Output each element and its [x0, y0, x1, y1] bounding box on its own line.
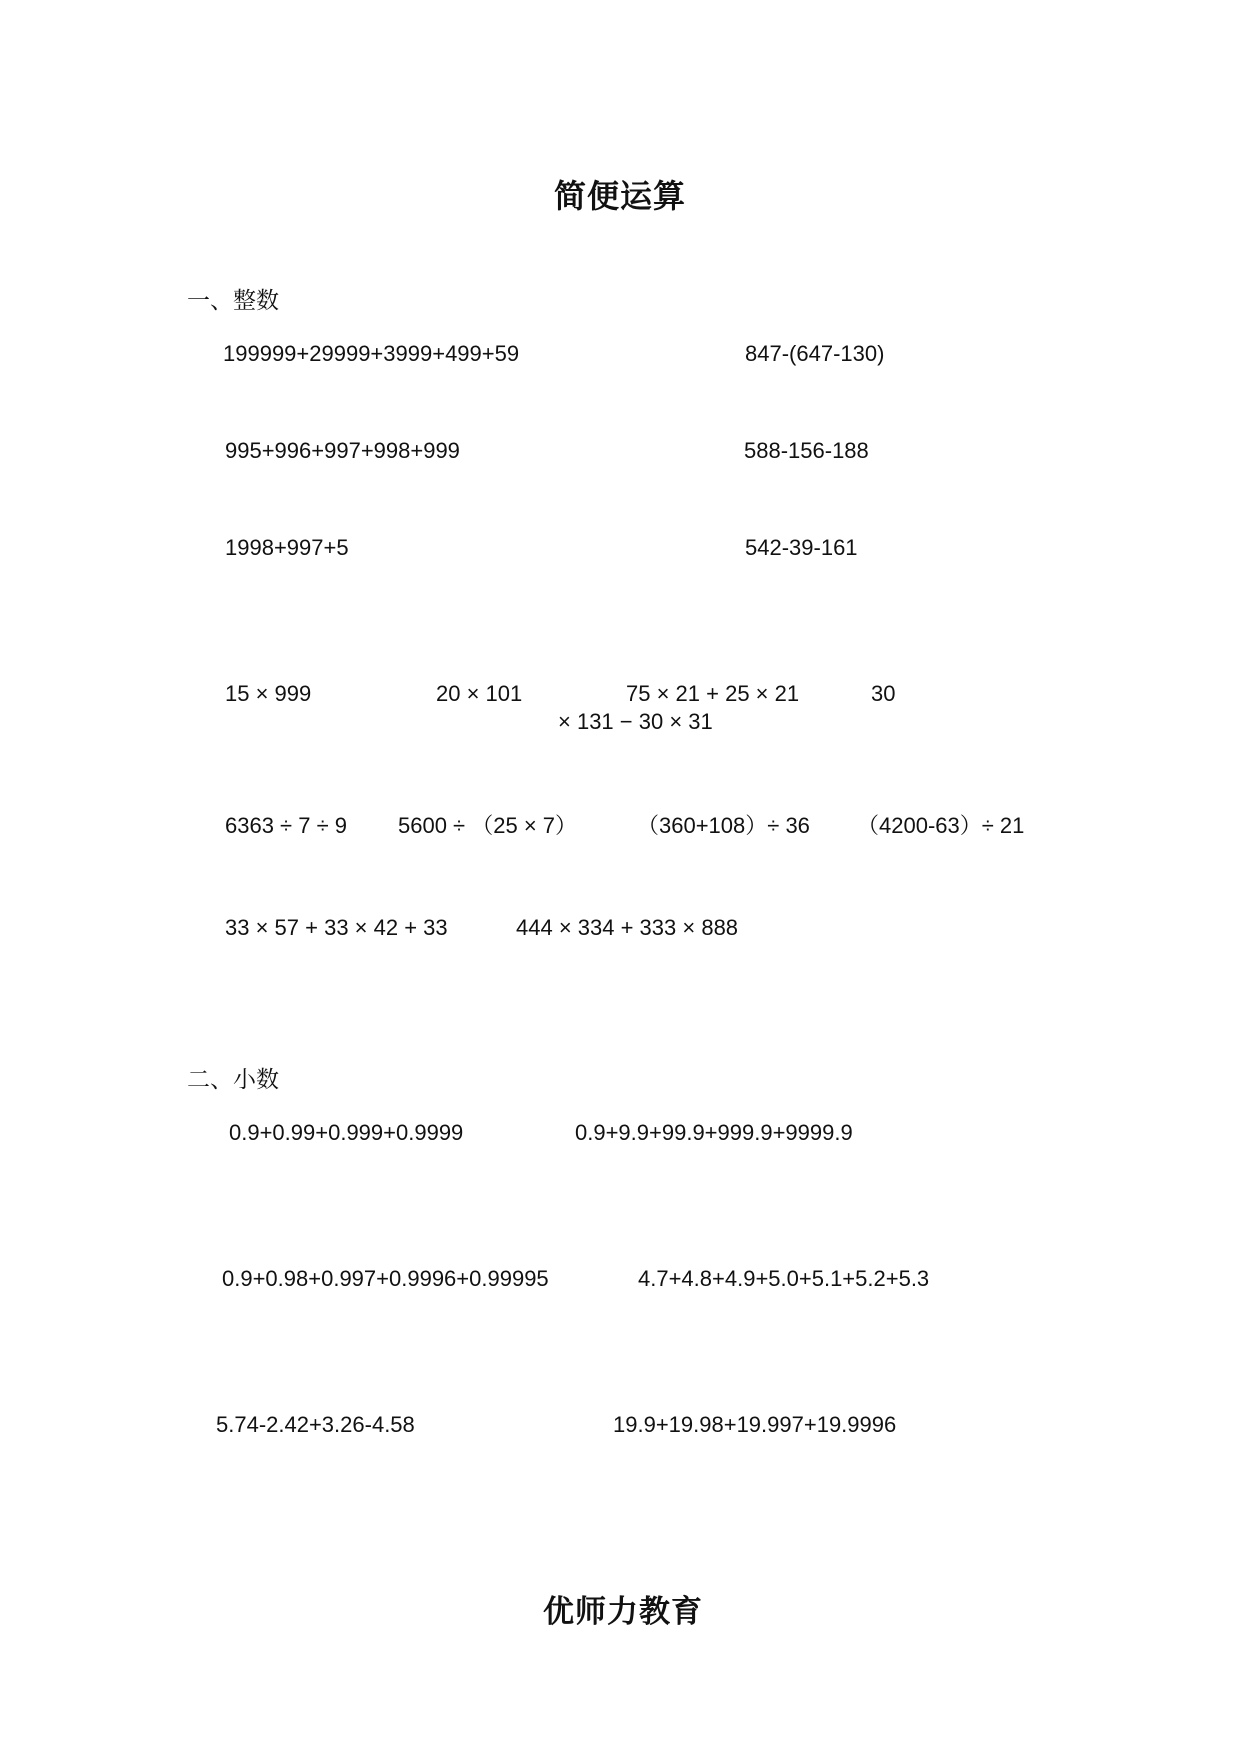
problem-1-11: 6363 ÷ 7 ÷ 9 [225, 813, 348, 838]
problem-1-2: 847-(647-130) [745, 341, 885, 366]
problem-1-5: 1998+997+5 [225, 535, 349, 560]
problem-1-7: 15 × 999 [225, 681, 312, 706]
page-title: 简便运算 [554, 177, 687, 215]
problem-1-10b: × 131 − 30 × 31 [558, 709, 713, 734]
problem-2-6: 19.9+19.98+19.997+19.9996 [613, 1412, 897, 1437]
problem-1-4: 588-156-188 [744, 438, 869, 463]
problem-1-3: 995+996+997+998+999 [225, 438, 460, 463]
footer-brand: 优师力教育 [543, 1594, 703, 1630]
problem-1-13: （360+108）÷ 36 [637, 813, 810, 838]
problem-1-15: 33 × 57 + 33 × 42 + 33 [225, 915, 448, 940]
problem-1-12: 5600 ÷ （25 × 7） [398, 813, 578, 838]
problem-1-16: 444 × 334 + 333 × 888 [516, 915, 739, 940]
section-heading-integers: 一、整数 [187, 287, 279, 313]
problem-1-14: （4200-63）÷ 21 [857, 813, 1025, 838]
problem-1-8: 20 × 101 [436, 681, 523, 706]
section-heading-decimals: 二、小数 [187, 1066, 279, 1092]
problem-1-9: 75 × 21 + 25 × 21 [626, 681, 800, 706]
problem-1-1: 199999+29999+3999+499+59 [223, 341, 520, 366]
problem-2-4: 4.7+4.8+4.9+5.0+5.1+5.2+5.3 [638, 1266, 930, 1291]
problem-1-6: 542-39-161 [745, 535, 858, 560]
problem-2-3: 0.9+0.98+0.997+0.9996+0.99995 [222, 1266, 549, 1291]
problem-2-1: 0.9+0.99+0.999+0.9999 [229, 1120, 464, 1145]
problem-2-5: 5.74-2.42+3.26-4.58 [216, 1412, 415, 1437]
problem-2-2: 0.9+9.9+99.9+999.9+9999.9 [575, 1120, 853, 1145]
problem-1-10a: 30 [871, 681, 896, 706]
